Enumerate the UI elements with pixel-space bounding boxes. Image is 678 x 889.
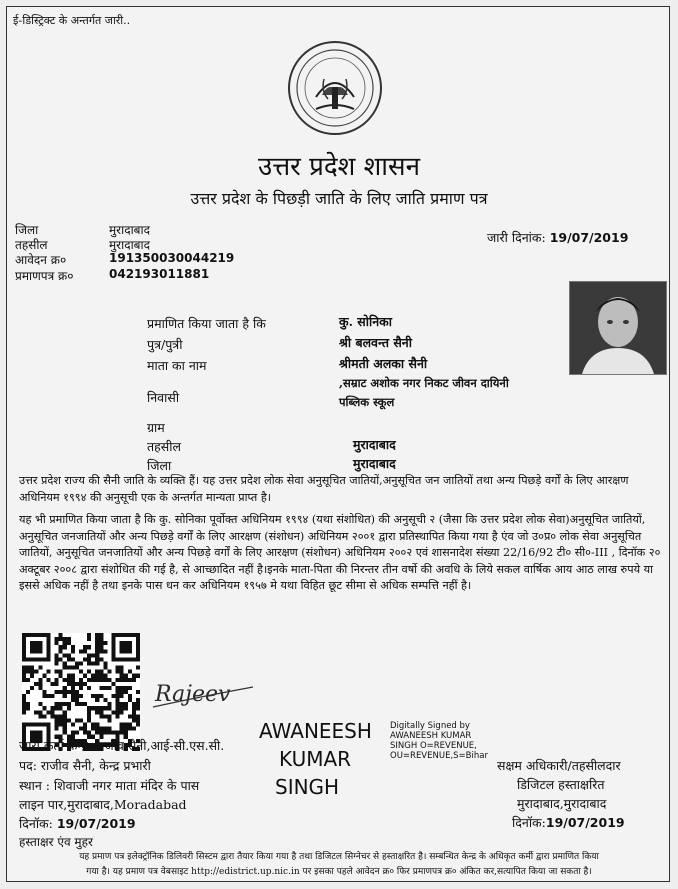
digital-sign-line-4: OU=REVENUE,S=Bihar	[390, 751, 488, 761]
authority-date-label: दिनॉक:	[512, 815, 546, 830]
issuer-center: जारी कर्ता केन्द्र: राजीव सैनी,आई-सी.एस.सी.	[19, 738, 225, 753]
digital-signer-name-3: SINGH	[275, 775, 340, 799]
digital-signature-details	[390, 721, 488, 761]
issuer-place-2: लाइन पार,मुरादाबाद,Moradabad	[19, 797, 187, 812]
address-line-2: पब्लिक स्कूल	[339, 395, 395, 409]
digital-sign-line-2: AWANEESH KUMAR	[390, 731, 472, 741]
detail-tehsil-value: मुरादाबाद	[353, 437, 396, 452]
issue-date-label: जारी दिनांक:	[487, 230, 546, 245]
detail-tehsil-label: तहसील	[147, 439, 181, 454]
issue-date	[487, 229, 628, 246]
issuer-place: स्थान : शिवाजी नगर माता मंदिर के पास	[19, 778, 200, 793]
district-label: जिला	[15, 223, 39, 237]
footer-line-2: गया है। यह प्रमाण पत्र वेबसाइट http://edistrict.up.nic.in पर इसका पहले आवेदन क्र० फिर प्रमाणपत्र क्र० अंकित कर,सत्यापित किया जा सकता है।	[86, 867, 592, 877]
tehsil-value: मुरादाबाद	[109, 238, 151, 252]
authority-title: सक्षम अधिकारी/तहसीलदार	[497, 758, 621, 773]
certification-statement: यह भी प्रमाणित किया जाता है कि कु. सोनिका पूर्वोक्त अधिनियम १९९४ (यथा संशोधित) की अनुसूची २ (जैसा कि उत्तर प्रदेश लोक सेवा)अनुसूचित जातियों, अनुसूचित जनजातियों और अन्य पिछड़े वर्गों के लिए आरक्षण (संशोधन) अधिनियम २००१ द्वारा प्रतिस्थापित किया गया है एंव जो उ०प्र० लोक सेवा अनुसूचित जातियों, अनुसूचित जनजातियों और अन्य पिछड़े वर्गों के लिए आरक्षण (संशोधन) अधिनियम २००२ एवं शासनादेश संख्या 22/16/92 टी० सी०-III , दिनॉक २० अक्टूबर २००८ द्वारा संशोधित की गई है, से आच्छादित नहीं है।इनके माता-पिता की निरन्तर तीन वर्षो की अवधि के लिये सकल वार्षिक आय आठ लाख रुपये या इससे अधिक नहीं है तथा इनके पास धन कर अधिनियम १९५७ मे यथा विहित छूट सीमा से अधिक सम्पत्ति नहीं है।	[19, 513, 661, 592]
signature-text: Rajeev	[155, 682, 231, 707]
caste-statement: उत्तर प्रदेश राज्य की सैनी जाति के व्यक्ति हैं। यह उत्तर प्रदेश लोक सेवा अनुसूचित जातियों,अनुसूचित जन जातियों तथा अन्य पिछड़े वर्गों के लिए आरक्षण अधिनियम १९९४ की अनुसूची एक के अन्तर्गत मान्यता प्राप्त है।	[19, 474, 629, 504]
page-subtitle: उत्तर प्रदेश के पिछड़ी जाति के लिए जाति प्रमाण पत्र	[190, 189, 488, 208]
page-title: उत्तर प्रदेश शासन	[257, 152, 421, 182]
authority-date	[512, 814, 625, 831]
father-name: श्री बलवन्त सैनी	[339, 335, 412, 350]
application-number: 191350030044219	[109, 251, 235, 265]
application-label: आवेदन क्र०	[15, 253, 67, 267]
applicant-name: कु. सोनिका	[339, 314, 393, 329]
issuer-date	[19, 815, 136, 832]
certificate-label: प्रमाणपत्र क्र०	[15, 269, 74, 283]
issuer-post: पद: राजीव सैनी, केन्द्र प्रभारी	[19, 758, 151, 773]
issuer-date-value: 19/07/2019	[56, 816, 136, 831]
address-line-1: ,सम्राट अशोक नगर निकट जीवन दायिनी	[339, 376, 509, 390]
certify-label: प्रमाणित किया जाता है कि	[147, 316, 266, 331]
authority-location: मुरादाबाद,मुरादाबाद	[517, 796, 607, 811]
tehsil-label: तहसील	[15, 238, 48, 252]
digital-signer-name-1: AWANEESH	[259, 719, 372, 743]
certificate-page	[6, 6, 670, 882]
certificate-number: 042193011881	[109, 267, 210, 281]
mother-label: माता का नाम	[147, 358, 207, 373]
digital-sign-line-1: Digitally Signed by	[390, 721, 470, 731]
district-value: मुरादाबाद	[109, 223, 151, 237]
qr-code	[21, 633, 141, 751]
handwritten-signature	[149, 667, 259, 719]
detail-district-label: जिला	[147, 458, 172, 473]
top-note: ई-डिस्ट्रिक्ट के अन्तर्गत जारी..	[13, 14, 131, 27]
authority-date-value: 19/07/2019	[545, 815, 625, 830]
signature-seal-label: हस्ताक्षर एंव मुहर	[19, 835, 93, 849]
up-government-emblem	[286, 39, 384, 137]
digital-signer-name-2: KUMAR	[279, 747, 352, 771]
applicant-photo	[569, 281, 667, 375]
digital-sign-line-3: SINGH O=REVENUE,	[390, 741, 477, 751]
detail-district-value: मुरादाबाद	[353, 456, 396, 471]
issue-date-value: 19/07/2019	[549, 230, 629, 245]
mother-name: श्रीमती अलका सैनी	[339, 356, 428, 371]
village-label: ग्राम	[147, 420, 165, 435]
footer-line-1: यह प्रमाण पत्र इलेक्ट्रॉनिक डिलिवरी सिस्टम द्वारा तैयार किया गया है तथा डिजिटल सिग्नेचर से हस्ताक्षरित है। सम्बन्धित केन्द्र के अधिकृत कर्मी द्वारा प्रमाणित किया	[79, 852, 599, 862]
issuer-date-label: दिनॉक:	[19, 816, 53, 831]
authority-digital-signed: डिजिटल हस्ताक्षरित	[517, 777, 605, 792]
child-of-label: पुत्र/पुत्री	[147, 337, 183, 352]
resident-label: निवासी	[147, 390, 180, 405]
